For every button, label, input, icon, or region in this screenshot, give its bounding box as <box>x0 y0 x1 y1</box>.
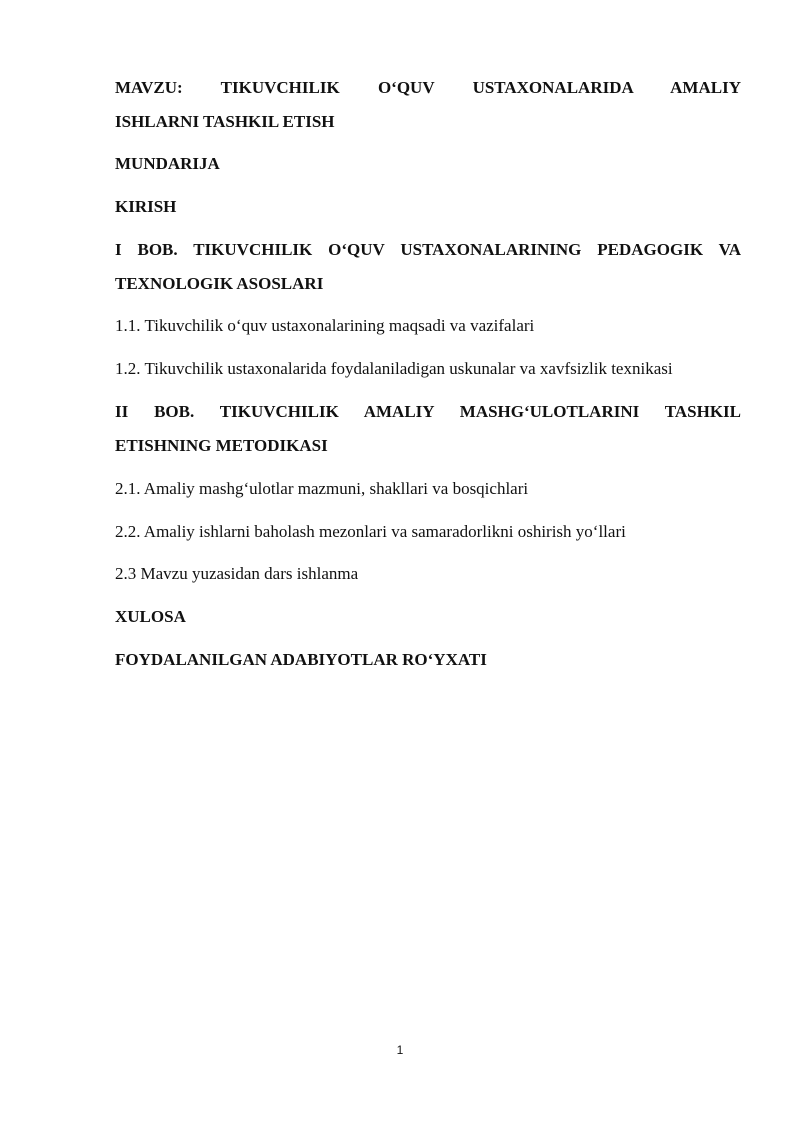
toc-references: FOYDALANILGAN ADABIYOTLAR RO‘YXATI <box>115 650 487 669</box>
section-2-3: 2.3 Mavzu yuzasidan dars ishlanma <box>115 564 359 583</box>
section-1-1: 1.1. Tikuvchilik o‘quv ustaxonalarining maqsadi va vazifalari <box>115 316 535 335</box>
toc-heading: MUNDARIJA <box>115 154 220 173</box>
section-1-2: 1.2. Tikuvchilik ustaxonalarida foydalaniladigan uskunalar va xavfsizlik texnikasi <box>115 359 673 378</box>
section-2-2: 2.2. Amaliy ishlarni baholash mezonlari va samaradorlikni oshirish yo‘llari <box>115 522 626 541</box>
page-number: 1 <box>396 1043 404 1057</box>
title-line-1: MAVZU: TIKUVCHILIK O‘QUV USTAXONALARIDA AMALIY <box>115 78 741 97</box>
chapter1-title-line-1: I BOB. TIKUVCHILIK O‘QUV USTAXONALARINING PEDAGOGIK VA <box>115 240 741 259</box>
section-2-1: 2.1. Amaliy mashg‘ulotlar mazmuni, shakllari va bosqichlari <box>115 479 529 498</box>
toc-intro: KIRISH <box>115 197 177 216</box>
chapter1-title-line-2: TEXNOLOGIK ASOSLARI <box>115 274 324 293</box>
chapter2-title-line-2: ETISHNING METODIKASI <box>115 436 328 455</box>
title-line-2: ISHLARNI TASHKIL ETISH <box>115 112 335 131</box>
chapter2-title-line-1: II BOB. TIKUVCHILIK AMALIY MASHG‘ULOTLARINI TASHKIL <box>115 402 741 421</box>
toc-conclusion: XULOSA <box>115 607 186 626</box>
